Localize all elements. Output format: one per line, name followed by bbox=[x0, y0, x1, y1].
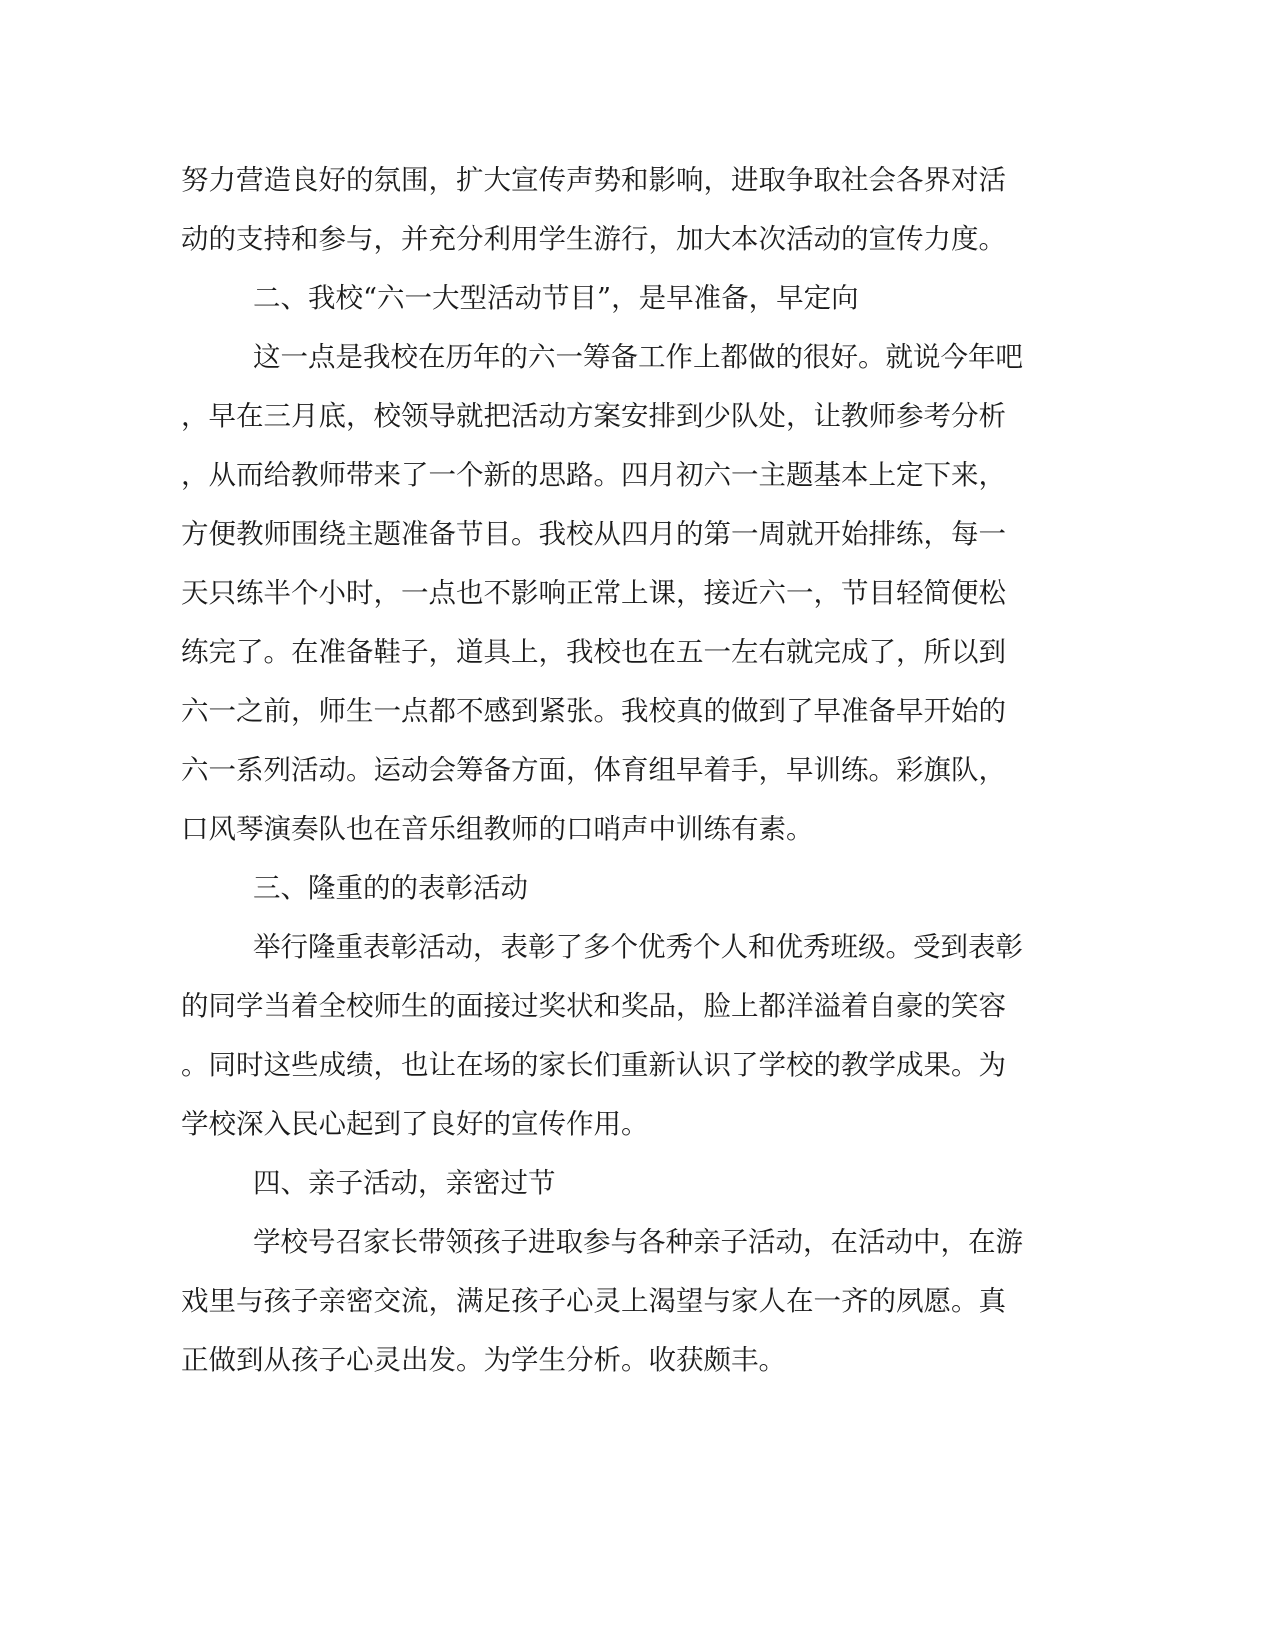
text-line: 正做到从孩子心灵出发。为学生分析。收获颇丰。 bbox=[181, 1344, 786, 1376]
text-line: 六一之前，师生一点都不感到紧张。我校真的做到了早准备早开始的 bbox=[181, 695, 1006, 727]
text-line: 练完了。在准备鞋子，道具上，我校也在五一左右就完成了，所以到 bbox=[181, 636, 1006, 668]
text-line: 动的支持和参与，并充分利用学生游行，加大本次活动的宣传力度。 bbox=[181, 223, 1006, 255]
text-line: ，早在三月底，校领导就把活动方案安排到少队处，让教师参考分析 bbox=[181, 400, 1006, 432]
text-line: 的同学当着全校师生的面接过奖状和奖品，脸上都洋溢着自豪的笑容 bbox=[181, 990, 1006, 1022]
text-line: 天只练半个小时，一点也不影响正常上课，接近六一，节目轻简便松 bbox=[181, 577, 1006, 609]
text-line: 。同时这些成绩，也让在场的家长们重新认识了学校的教学成果。为 bbox=[181, 1049, 1006, 1081]
section-heading: 四、亲子活动，亲密过节 bbox=[253, 1167, 556, 1199]
text-line: 口风琴演奏队也在音乐组教师的口哨声中训练有素。 bbox=[181, 813, 814, 845]
text-line: 戏里与孩子亲密交流，满足孩子心灵上渴望与家人在一齐的夙愿。真 bbox=[181, 1285, 1006, 1317]
paragraph-first-line: 举行隆重表彰活动，表彰了多个优秀个人和优秀班级。受到表彰 bbox=[253, 931, 1023, 963]
text-line: 学校深入民心起到了良好的宣传作用。 bbox=[181, 1108, 649, 1140]
paragraph-first-line: 学校号召家长带领孩子进取参与各种亲子活动，在活动中，在游 bbox=[253, 1226, 1023, 1258]
section-heading: 三、隆重的的表彰活动 bbox=[253, 872, 528, 904]
text-line: ，从而给教师带来了一个新的思路。四月初六一主题基本上定下来， bbox=[181, 459, 1006, 491]
section-heading: 二、我校“六一大型活动节目”，是早准备，早定向 bbox=[253, 282, 859, 314]
paragraph-first-line: 这一点是我校在历年的六一筹备工作上都做的很好。就说今年吧 bbox=[253, 341, 1023, 373]
text-line: 努力营造良好的氛围，扩大宣传声势和影响，进取争取社会各界对活 bbox=[181, 164, 1006, 196]
text-line: 六一系列活动。运动会筹备方面，体育组早着手，早训练。彩旗队， bbox=[181, 754, 1006, 786]
text-line: 方便教师围绕主题准备节目。我校从四月的第一周就开始排练，每一 bbox=[181, 518, 1006, 550]
